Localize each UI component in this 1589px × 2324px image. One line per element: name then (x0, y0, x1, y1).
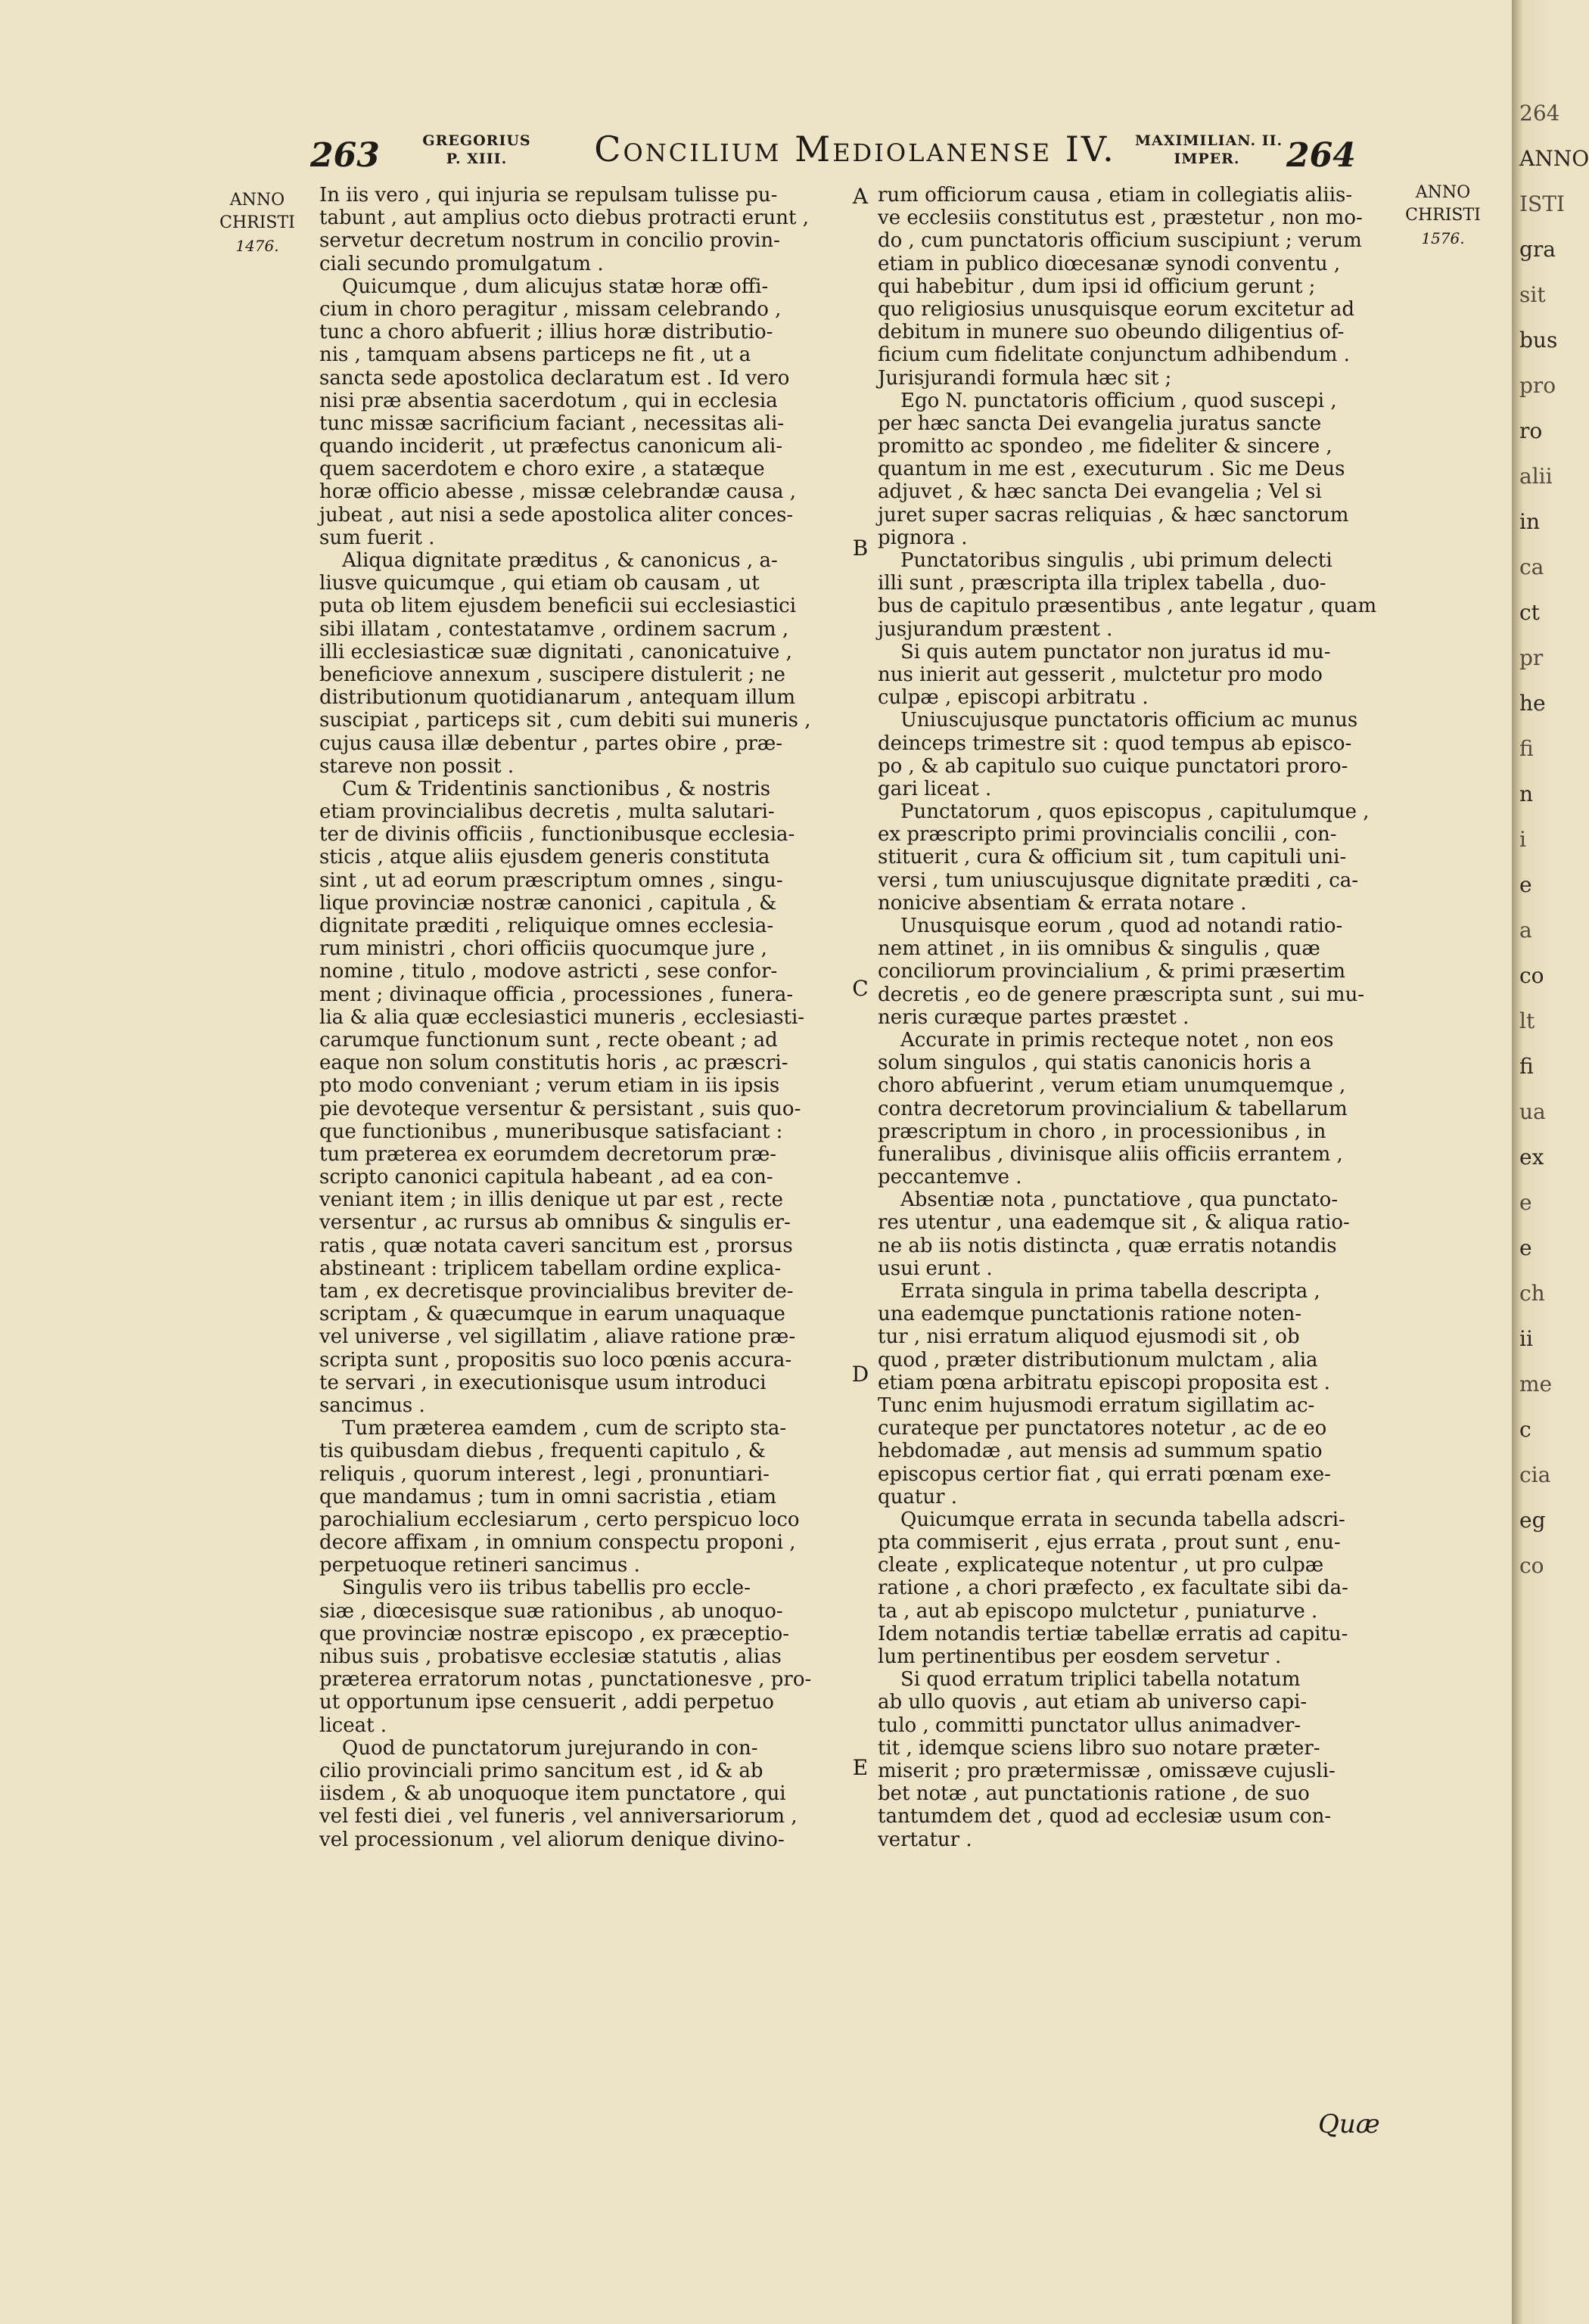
text-line: peccantemve . (878, 1166, 1022, 1189)
text-line: que mandamus ; tum in omni sacristia , etiam (319, 1485, 777, 1508)
text-line: Si quis autem punctator non juratus id mu- (900, 640, 1331, 663)
text-line: nomine , titulo , modove astricti , sese confor- (319, 960, 778, 983)
text-line: siæ , diœcesisque suæ rationibus , ab unoquo- (319, 1599, 783, 1623)
text-line: gari liceat . (878, 777, 992, 800)
fragment-text: bus (1519, 328, 1558, 353)
text-line: rum ministri , chori officiis quocumque jure , (319, 937, 767, 961)
pope-heading (412, 132, 541, 168)
text-line: ne ab iis notis distincta , quæ erratis notandis (878, 1234, 1337, 1257)
text-line: po , & ab capitulo suo cuique punctatori proro- (878, 754, 1348, 778)
text-line: ab ullo quovis , aut etiam ab universo capi- (878, 1691, 1308, 1714)
text-line: decore affixam , in omnium conspectu proponi , (319, 1531, 796, 1555)
running-head (0, 113, 1512, 174)
text-line: tum præterea ex eorumdem decretorum præ- (319, 1142, 777, 1166)
fragment-text: ct (1519, 600, 1540, 625)
text-line: ter de divinis officiis , functionibusque ecclesia- (319, 823, 795, 847)
text-line: contra decretorum provincialium & tabellarum (878, 1097, 1348, 1120)
text-line: nem attinet , in iis omnibus & singulis , quæ (878, 937, 1320, 961)
text-line: tulo , committi punctator ullus animadver- (878, 1713, 1301, 1737)
text-line: jubeat , aut nisi a sede apostolica aliter conces- (319, 503, 794, 527)
text-line: scriptam , & quæcumque in earum unaquaque (319, 1303, 785, 1326)
text-line: illi ecclesiasticæ suæ dignitati , canonicatuive , (319, 640, 792, 663)
fragment-text: gra (1519, 237, 1556, 262)
text-line: In iis vero , qui injuria se repulsam tulisse pu- (319, 184, 778, 207)
text-line: perpetuoque retineri sancimus . (319, 1554, 640, 1577)
fragment-text: ISTI (1519, 191, 1565, 216)
text-line: do , cum punctatoris officium suscipiunt ; verum (878, 229, 1362, 253)
text-line: iisdem , & ab unoquoque item punctatore , qui (319, 1782, 786, 1806)
text-line: beneficiove annexum , suscipere distulerit ; ne (319, 663, 785, 686)
text-line: quod , præter distributionum mulctam , alia (878, 1348, 1318, 1372)
fragment-text: fi (1519, 736, 1534, 761)
text-line: tit , idemque sciens libro suo notare præter- (878, 1736, 1320, 1760)
right-page-number: 264 (1286, 136, 1356, 175)
text-line: Si quod erratum triplici tabella notatum (900, 1668, 1301, 1692)
text-line: Punctatoribus singulis , ubi primum delecti (900, 549, 1332, 572)
text-line: eaque non solum constitutis horis , ac præscri- (319, 1052, 788, 1075)
text-line: quo religiosius unusquisque eorum excitetur ad (878, 297, 1354, 321)
fragment-text: sit (1519, 282, 1546, 307)
text-line: ratione , a chori præfecto , ex facultate sibi da- (878, 1577, 1348, 1600)
text-line: nus inierit aut gesserit , mulctetur pro modo (878, 663, 1323, 686)
text-line: liusve quicumque , qui etiam ob causam , ut (319, 572, 760, 595)
fragment-text: e (1519, 1190, 1532, 1215)
fragment-text: e (1519, 872, 1532, 897)
section-letter-e: E (852, 1755, 869, 1780)
pope-number: P. XIII. (446, 151, 508, 167)
margin-year: 1576. (1421, 229, 1465, 247)
text-line: quem sacerdotem e choro exire , a statæque (319, 458, 765, 481)
fragment-text: in (1519, 509, 1540, 534)
text-line: ta , aut ab episcopo mulctetur , puniaturve . (878, 1599, 1318, 1623)
fragment-text: cia (1519, 1462, 1551, 1487)
text-line: per hæc sancta Dei evangelia juratus sancte (878, 412, 1322, 435)
fragment-text: me (1519, 1372, 1553, 1397)
text-line: te servari , in executionisque usum introduci (319, 1371, 767, 1394)
section-letter-b: B (852, 536, 869, 561)
text-line: tur , nisi erratum aliquod ejusmodi sit , ob (878, 1325, 1300, 1349)
text-line: quando inciderit , ut præfectus canonicum ali- (319, 435, 783, 458)
text-line: tabunt , aut amplius octo diebus protracti erunt , (319, 207, 809, 230)
text-line: neris curæque partes præstet . (878, 1005, 1189, 1029)
text-line: veniant item ; in illis denique ut par est , recte (319, 1188, 783, 1212)
text-line: usui erunt . (878, 1257, 993, 1280)
text-line: solum singulos , qui statis canonicis horis a (878, 1052, 1311, 1075)
text-line: nibus suis , probatisve ecclesiæ statutis , alias (319, 1645, 782, 1668)
text-line: Singulis vero iis tribus tabellis pro eccle- (342, 1577, 751, 1600)
text-line: curateque per punctatores notetur , ac de eo (878, 1417, 1327, 1440)
text-line: rum officiorum causa , etiam in collegiatis aliis- (878, 184, 1353, 207)
text-line: bet notæ , aut punctationis ratione , de suo (878, 1782, 1310, 1806)
text-line: etiam provincialibus decretis , multa salutari- (319, 800, 775, 824)
text-line: Idem notandis tertiæ tabellæ erratis ad capitu- (878, 1622, 1348, 1645)
text-line: pto modo conveniant ; verum etiam in iis ipsis (319, 1074, 780, 1098)
text-line: Quod de punctatorum jurejurando in con- (342, 1736, 758, 1760)
fragment-text: co (1519, 1553, 1544, 1578)
text-line: puta ob litem ejusdem beneficii sui ecclesiastici (319, 595, 797, 618)
text-line: nis , tamquam absens particeps ne fit , ut a (319, 343, 751, 367)
emperor-title: IMPER. (1174, 151, 1240, 167)
text-line: sum fuerit . (319, 526, 435, 549)
text-line: res utentur , una eademque sit , & aliqua ratio- (878, 1211, 1350, 1235)
margin-note-left (212, 189, 303, 257)
fragment-text: ca (1519, 555, 1544, 579)
text-line: cilio provinciali primo sancitum est , id & ab (319, 1759, 763, 1782)
adjacent-page-fragments (1519, 91, 1589, 1589)
fragment-text: co (1519, 963, 1544, 988)
text-line: Punctatorum , quos episcopus , capitulumque , (900, 800, 1370, 824)
text-line: Tunc enim hujusmodi erratum sigillatim ac- (878, 1393, 1315, 1417)
text-line: horæ officio abesse , missæ celebrandæ causa , (319, 480, 797, 504)
text-line: ve ecclesiis constitutus est , præstetur , non mo- (878, 207, 1363, 230)
fragment-text: eg (1519, 1508, 1546, 1533)
text-line: stituerit , cura & officium sit , tum capituli uni- (878, 846, 1347, 869)
text-line: nonicive absentiam & errata notare . (878, 891, 1247, 915)
text-line: adjuvet , & hæc sancta Dei evangelia ; Vel si (878, 480, 1322, 504)
fragment-text: e (1519, 1235, 1532, 1260)
text-line: ciali secundo promulgatum . (319, 252, 604, 275)
text-line: decretis , eo de genere præscripta sunt , sui mu- (878, 983, 1365, 1006)
text-line: pta commiserit , ejus errata , prout sunt , enu- (878, 1531, 1341, 1555)
text-line: cium in choro peragitur , missam celebrando , (319, 297, 782, 321)
text-line: liceat . (319, 1713, 387, 1737)
text-line: vel universe , vel sigillatim , aliave ratione præ- (319, 1325, 796, 1349)
right-text-column (878, 184, 1416, 1851)
text-line: jusjurandum præstent . (878, 617, 1113, 641)
text-line: sint , ut ad eorum præscriptum omnes , singu- (319, 868, 783, 892)
text-line: Tum præterea eamdem , cum de scripto sta- (342, 1417, 787, 1440)
text-line: cujus causa illæ debentur , partes obire , præ- (319, 732, 783, 755)
text-line: sancta sede apostolica declaratum est . Id vero (319, 366, 790, 390)
text-line: quatur . (878, 1485, 958, 1508)
text-line: quantum in me est , executurum . Sic me Deus (878, 458, 1345, 481)
emperor-heading (1135, 132, 1283, 168)
text-line: Quicumque , dum alicujus statæ horæ offi- (342, 275, 769, 298)
text-line: parochialium ecclesiarum , certo perspicuo loco (319, 1508, 800, 1531)
text-line: ex præscripto primi provincialis concilii , con- (878, 823, 1337, 847)
fragment-text: ch (1519, 1281, 1545, 1306)
fragment-text: ua (1519, 1099, 1546, 1124)
text-line: Quicumque errata in secunda tabella adscri- (900, 1508, 1345, 1531)
text-line: vel festi diei , vel funeris , vel anniversariorum , (319, 1805, 798, 1828)
margin-christi: CHRISTI (219, 213, 295, 232)
text-line: que provinciæ nostræ episcopo , ex præceptio- (319, 1622, 790, 1645)
text-line: scripta sunt , propositis suo loco pœnis accura- (319, 1348, 792, 1372)
text-line: ment ; divinaque officia , processiones , funera- (319, 983, 794, 1006)
text-line: Ego N. punctatoris officium , quod suscepi , (900, 389, 1337, 412)
text-line: pie devoteque versentur & persistant , suis quo- (319, 1097, 801, 1120)
text-line: sticis , atque aliis ejusdem generis constituta (319, 846, 770, 869)
text-line: culpæ , episcopi arbitratu . (878, 686, 1149, 710)
text-line: choro abfuerint , verum etiam unumquemque , (878, 1074, 1346, 1098)
fragment-text: c (1519, 1417, 1531, 1442)
text-line: tantumdem det , quod ad ecclesiæ usum con- (878, 1805, 1332, 1828)
text-line: bus de capitulo præsentibus , ante legatur , quam (878, 595, 1377, 618)
text-line: ut opportunum ipse censuerit , addi perpetuo (319, 1691, 774, 1714)
text-line: versi , tum uniuscujusque dignitate præditi , ca- (878, 868, 1359, 892)
fragment-text: lt (1519, 1008, 1535, 1033)
fragment-text: a (1519, 918, 1532, 943)
section-letter-a: A (852, 184, 869, 209)
margin-christi: CHRISTI (1405, 206, 1481, 225)
text-line: lia & alia quæ ecclesiastici muneris , ecclesiasti- (319, 1005, 805, 1029)
text-line: que functionibus , muneribusque satisfaciant : (319, 1120, 783, 1143)
text-line: præscriptum in choro , in processionibus , in (878, 1120, 1326, 1143)
text-line: deinceps trimestre sit : quod tempus ab episco- (878, 732, 1352, 755)
text-line: carumque functionum sunt , recte obeant ; ad (319, 1028, 778, 1052)
fragment-text: pro (1519, 373, 1556, 398)
fragment-text: ex (1519, 1145, 1544, 1170)
text-line: Absentiæ nota , punctatiove , qua punctato- (900, 1188, 1339, 1212)
text-line: conciliorum provincialium , & primi præsertim (878, 960, 1346, 983)
text-line: funeralibus , divinisque aliis officiis errantem , (878, 1142, 1343, 1166)
text-line: versentur , ac rursus ab omnibus & singulis er- (319, 1211, 791, 1235)
text-line: Jurisjurandi formula hæc sit ; (878, 366, 1172, 390)
text-line: illi sunt , præscripta illa triplex tabella , duo- (878, 572, 1326, 595)
text-line: una eademque punctationis ratione noten- (878, 1303, 1302, 1326)
text-line: etiam in publico diœcesanæ synodi conventu , (878, 252, 1341, 275)
text-line: præterea erratorum notas , punctationesve , pro- (319, 1668, 812, 1692)
pope-name: GREGORIUS (422, 132, 531, 149)
text-line: vertatur . (878, 1828, 972, 1851)
text-line: lique provinciæ nostræ canonici , capitula , & (319, 891, 777, 915)
fragment-text: fi (1519, 1054, 1534, 1079)
text-line: stareve non possit . (319, 754, 515, 778)
fragment-text: i (1519, 827, 1526, 852)
text-line: cleate , explicateque notentur , ut pro culpæ (878, 1554, 1324, 1577)
text-line: Accurate in primis recteque notet , non eos (900, 1028, 1334, 1052)
text-line: tis quibusdam diebus , frequenti capitulo , & (319, 1440, 766, 1463)
text-line: distributionum quotidianarum , antequam illum (319, 686, 796, 710)
fragment-text: 264 (1519, 101, 1560, 126)
fragment-text: n (1519, 781, 1534, 806)
text-line: sibi illatam , contestatamve , ordinem sacrum , (319, 617, 789, 641)
margin-anno: ANNO (1415, 183, 1471, 202)
text-line: tunc a choro abfuerit ; illius horæ distributio- (319, 321, 773, 344)
text-line: pignora . (878, 526, 968, 549)
text-line: juret super sacras reliquias , & hæc sanctorum (878, 503, 1349, 527)
text-line: Errata singula in prima tabella descripta , (900, 1280, 1320, 1303)
text-line: tam , ex decretisque provincialibus breviter de- (319, 1280, 794, 1303)
fragment-text: ii (1519, 1326, 1533, 1351)
text-line: lum pertinentibus per eosdem servetur . (878, 1645, 1282, 1668)
catchword: Quæ (1318, 2109, 1380, 2139)
text-line: etiam pœna arbitratu episcopi proposita est . (878, 1371, 1330, 1394)
text-line: sancimus . (319, 1393, 425, 1417)
text-line: Cum & Tridentinis sanctionibus , & nostris (342, 777, 771, 800)
text-line: ratis , quæ notata caveri sancitum est , prorsus (319, 1234, 793, 1257)
left-text-column (319, 184, 845, 1851)
text-line: dignitate præditi , reliquique omnes ecclesia- (319, 915, 774, 937)
text-line: promitto ac spondeo , me fideliter & sincere , (878, 435, 1332, 458)
text-line: Aliqua dignitate præditus , & canonicus , a- (342, 549, 778, 572)
text-line: Unusquisque eorum , quod ad notandi ratio- (900, 915, 1343, 937)
text-line: ficium cum fidelitate conjunctum adhibendum . (878, 343, 1350, 367)
section-letter-d: D (851, 1362, 869, 1387)
margin-anno: ANNO (229, 191, 285, 210)
text-line: tunc missæ sacrificium faciant , necessitas ali- (319, 412, 785, 435)
text-line: servetur decretum nostrum in concilio provin- (319, 229, 780, 253)
fragment-text: pr (1519, 645, 1544, 670)
margin-year: 1476. (235, 237, 279, 255)
fragment-text: ro (1519, 418, 1543, 443)
text-line: suscipiat , particeps sit , cum debiti sui muneris , (319, 709, 811, 732)
text-line: qui habebitur , dum ipsi id officium gerunt ; (878, 275, 1316, 298)
left-page-number: 263 (310, 136, 380, 175)
text-line: reliquis , quorum interest , legi , pronuntiari- (319, 1462, 770, 1486)
text-line: Uniuscujusque punctatoris officium ac munus (900, 709, 1358, 732)
text-line: debitum in munere suo obeundo diligentius of- (878, 321, 1345, 344)
text-line: miserit ; pro prætermissæ , omissæve cujusli- (878, 1759, 1336, 1782)
text-line: nisi præ absentia sacerdotum , qui in ecclesia (319, 389, 778, 412)
text-line: hebdomadæ , aut mensis ad summum spatio (878, 1440, 1323, 1463)
fragment-text: ANNO (1519, 146, 1589, 171)
fragment-text: he (1519, 691, 1546, 716)
emperor-name: MAXIMILIAN. II. (1135, 132, 1283, 149)
text-line: scripto canonici capitula habeant , ad ea con- (319, 1166, 773, 1189)
page-title: Concilium Mediolanense IV. (594, 129, 1116, 169)
text-line: episcopus certior fiat , qui errati pœnam exe- (878, 1462, 1331, 1486)
text-line: abstineant : triplicem tabellam ordine explica- (319, 1257, 782, 1280)
section-letter-c: C (852, 976, 869, 1001)
text-line: vel processionum , vel aliorum denique divino- (319, 1828, 785, 1851)
fragment-text: alii (1519, 464, 1553, 489)
